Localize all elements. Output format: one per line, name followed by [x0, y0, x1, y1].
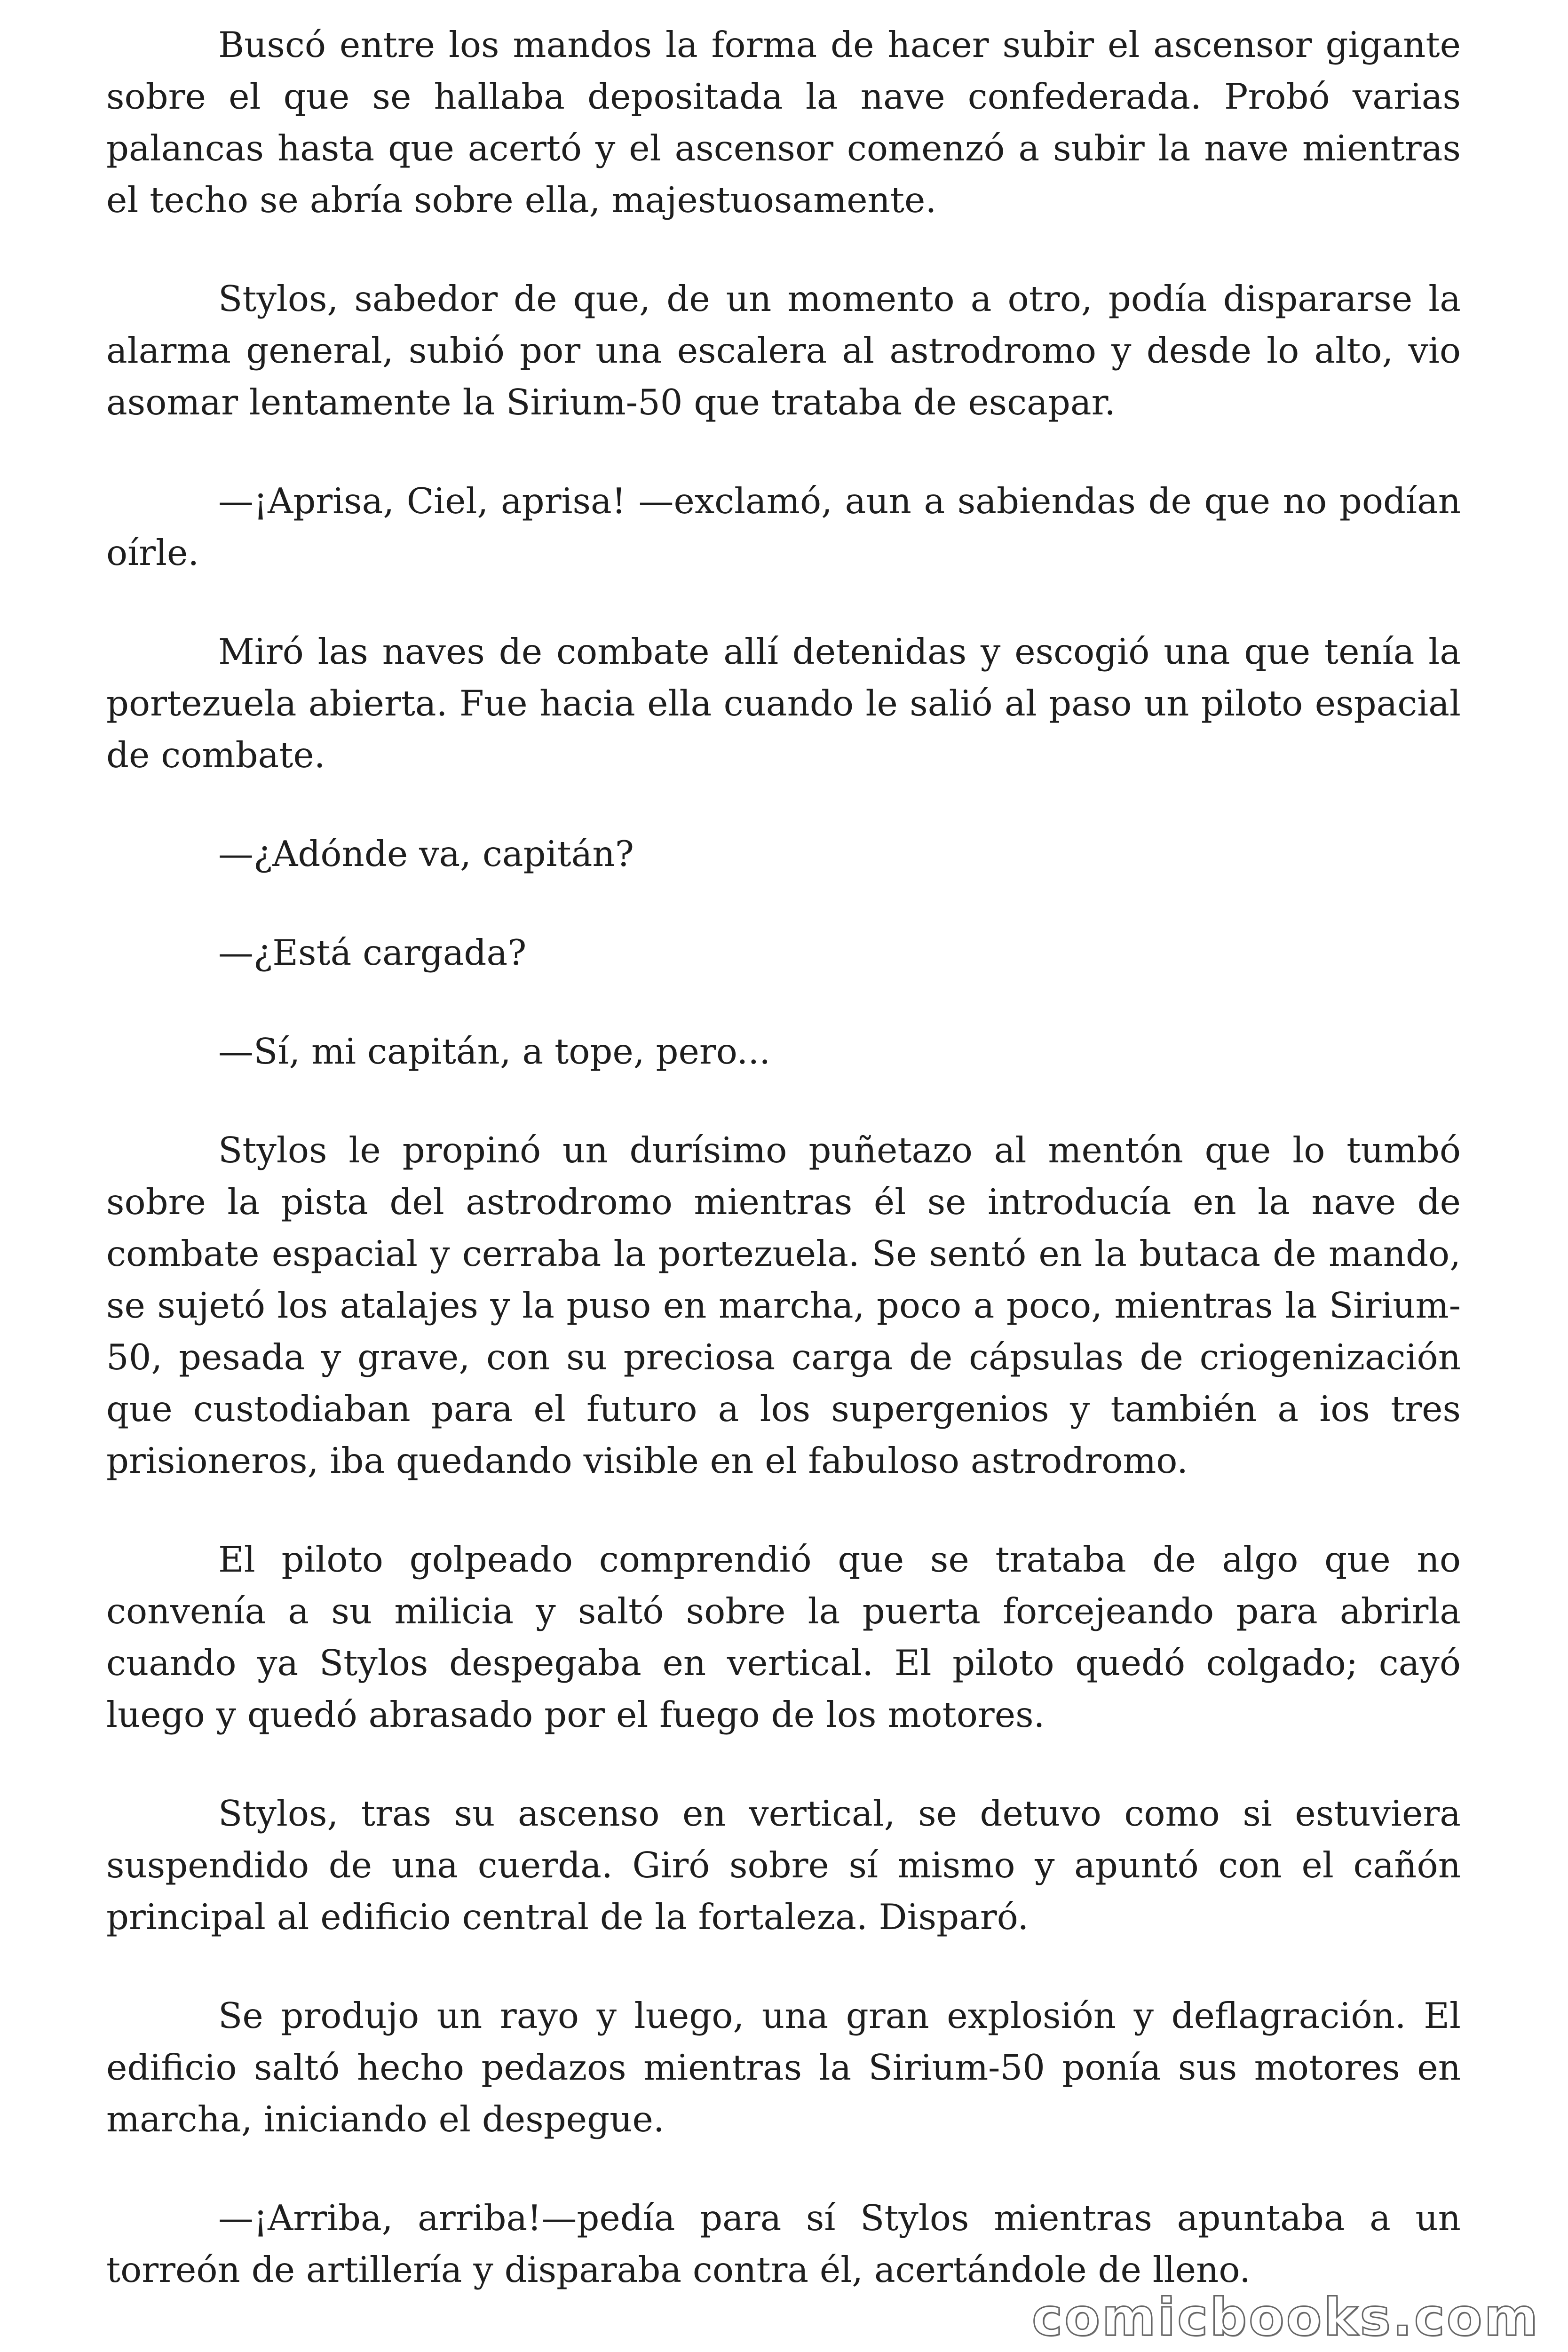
paragraph-7: —Sí, mi capitán, a tope, pero... [218, 1031, 771, 1072]
watermark-logo: comicbooks.com [1032, 2287, 1540, 2347]
paragraph-9: El piloto golpeado comprendió que se trataba de algo que no convenía a su milicia y saltó sobre la puerta forcejeando para abrirla cuando ya Stylos despegaba en vertical. El piloto quedó colgado; cayó luego y quedó abrasado por el fuego de los motores. [106, 1539, 1461, 1735]
paragraph-12: —¡Arriba, arriba!—pedía para sí Stylos mientras apuntaba a un torreón de artillería y disparaba contra él, acertándole de lleno. [106, 2197, 1461, 2290]
paragraph-6: —¿Está cargada? [218, 932, 527, 973]
paragraph-10: Stylos, tras su ascenso en vertical, se detuvo como si estuviera suspendido de una cuerda. Giró sobre sí mismo y apuntó con el cañón principal al edificio central de la fortaleza. Disparó. [106, 1793, 1461, 1938]
paragraph-11: Se produjo un rayo y luego, una gran explosión y deflagración. El edificio saltó hecho pedazos mientras la Sirium-50 ponía sus motores en marcha, iniciando el despegue. [106, 1995, 1461, 2140]
paragraph-8: Stylos le propinó un durísimo puñetazo al mentón que lo tumbó sobre la pista del astrodromo mientras él se introducía en la nave de combate espacial y cerraba la portezuela. Se sentó en la butaca de mando, se sujetó los atalajes y la puso en marcha, poco a poco, mientras la Sirium-50, pesada y grave, con su preciosa carga de cápsulas de criogenización que custodiaban para el futuro a los supergenios y también a ios tres prisioneros, iba quedando visible en el fabuloso astrodromo. [106, 1129, 1461, 1481]
paragraph-2: Stylos, sabedor de que, de un momento a otro, podía dispararse la alarma general, subió por una escalera al astrodromo y desde lo alto, vio asomar lentamente la Sirium-50 que trataba de escapar. [106, 278, 1461, 423]
paragraph-4: Miró las naves de combate allí detenidas y escogió una que tenía la portezuela abierta. Fue hacia ella cuando le salió al paso un piloto espacial de combate. [106, 631, 1461, 776]
paragraph-1: Buscó entre los mandos la forma de hacer subir el ascensor gigante sobre el que se hallaba depositada la nave confederada. Probó varias palancas hasta que acertó y el ascensor comenzó a subir la nave mientras el techo se abría sobre ella, majestuosamente. [106, 24, 1461, 221]
paragraph-3: —¡Aprisa, Ciel, aprisa! —exclamó, aun a sabiendas de que no podían oírle. [106, 480, 1461, 573]
paragraph-5: —¿Adónde va, capitán? [218, 833, 634, 874]
page-body [106, 19, 1461, 2343]
